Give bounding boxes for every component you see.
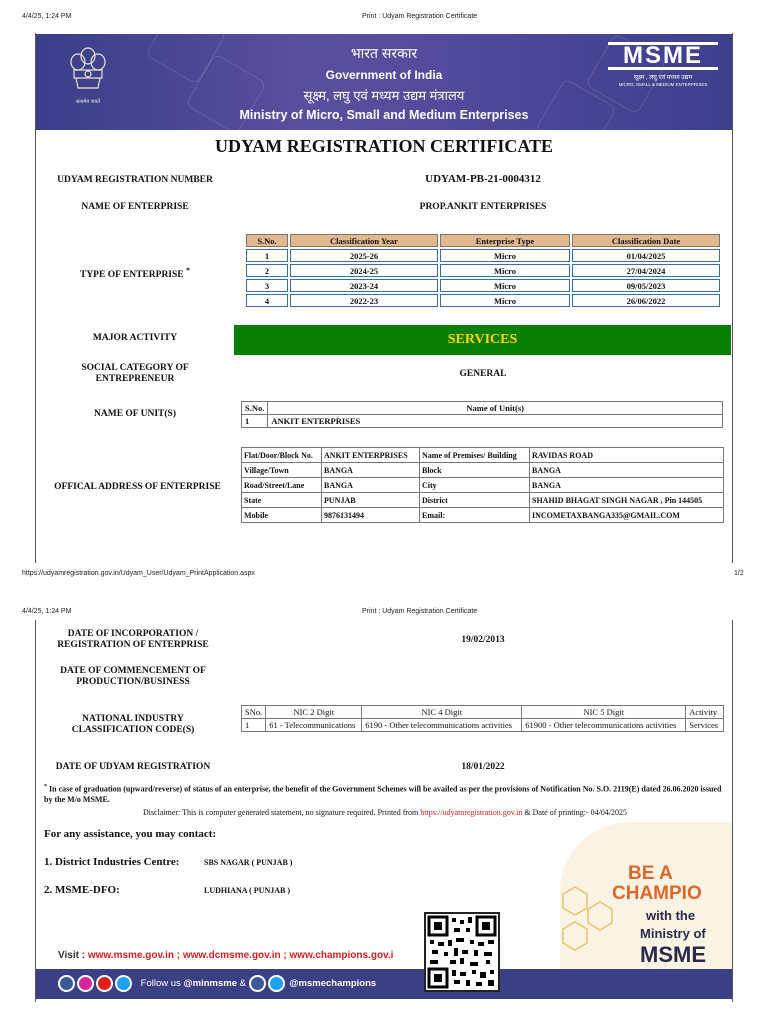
- addr-cell: State: [242, 493, 322, 508]
- visit-label: Visit :: [58, 950, 86, 961]
- table-row: [246, 279, 720, 292]
- nic-cell: Services: [686, 719, 724, 732]
- udyam-date-label: DATE OF UDYAM REGISTRATION: [55, 762, 211, 772]
- dfo-label: 2. MSME-DFO:: [44, 884, 120, 896]
- units-table: [241, 401, 723, 428]
- type-th: Classification Year: [290, 234, 438, 247]
- nic-th: NIC 5 Digit: [522, 706, 686, 719]
- table-row: [246, 294, 720, 307]
- units-label: NAME OF UNIT(S): [94, 409, 176, 419]
- gov-banner: [36, 34, 732, 130]
- type-star: *: [186, 266, 190, 275]
- emblem-caption: सत्यमेव जयते: [75, 99, 101, 105]
- units-th: Name of Unit(s): [268, 402, 723, 415]
- addr-cell: Road/Street/Lane: [242, 478, 322, 493]
- table-row: [242, 493, 724, 508]
- table-row: [242, 706, 724, 719]
- nic-table: [241, 705, 724, 732]
- addr-cell: Name of Premises/ Building: [420, 448, 530, 463]
- type-cell: Micro: [440, 279, 570, 292]
- type-label-text: TYPE OF ENTERPRISE: [79, 270, 184, 281]
- type-cell: Micro: [440, 264, 570, 277]
- addr-cell: Flat/Door/Block No.: [242, 448, 322, 463]
- table-row: [242, 402, 723, 415]
- twitter-icon[interactable]: [115, 975, 132, 992]
- print-footer-url: https://udyamregistration.gov.in/Udyam_User/Udyam_PrintApplication.aspx: [22, 570, 255, 577]
- type-table: [244, 232, 722, 309]
- table-row: [242, 415, 723, 428]
- addr-cell: SHAHID BHAGAT SINGH NAGAR , Pin 144505: [530, 493, 724, 508]
- visit-urls[interactable]: www.msme.gov.in ; www.dcmsme.gov.in ; www.champions.gov.i: [87, 950, 394, 961]
- gov-of-india: Government of India: [325, 68, 443, 82]
- note-star: *: [44, 784, 47, 790]
- champ-line2: CHAMPIO: [612, 883, 702, 904]
- enterprise-name-value: PROP.ANKIT ENTERPRISES: [419, 202, 547, 212]
- incorporation-label: DATE OF INCORPORATION / REGISTRATION OF ENTERPRISE: [57, 629, 209, 650]
- type-label: [40, 265, 230, 281]
- addr-cell: Email:: [420, 508, 530, 523]
- msme-logo-text: MSME: [608, 42, 718, 70]
- type-cell: 26/06/2022: [572, 294, 720, 307]
- type-th: Enterprise Type: [440, 234, 570, 247]
- nic-cell: 6190 - Other telecommunications activities: [362, 719, 522, 732]
- major-activity-label: MAJOR ACTIVITY: [92, 333, 178, 343]
- addr-cell: BANGA: [322, 478, 420, 493]
- hindi-ministry: सूक्ष्म, लघु एवं मध्यम उद्यम मंत्रालय: [303, 88, 465, 103]
- addr-cell: INCOMETAXBANGA335@GMAIL.COM: [530, 508, 724, 523]
- type-th: S.No.: [246, 234, 288, 247]
- type-cell: 2022-23: [290, 294, 438, 307]
- disclaimer-pre: Disclaimer: This is computer generated statement, no signature required. Printed from: [142, 808, 419, 817]
- disclaimer-post: & Date of printing:- 04/04/2025: [524, 808, 628, 817]
- visit-links: [58, 950, 393, 961]
- addr-cell: District: [420, 493, 530, 508]
- addr-cell: BANGA: [530, 478, 724, 493]
- nic-th: NIC 4 Digit: [362, 706, 522, 719]
- champion-panel: [560, 822, 732, 969]
- addr-cell: Block: [420, 463, 530, 478]
- dic-label: 1. District Industries Centre:: [44, 856, 180, 868]
- table-row: [246, 264, 720, 277]
- table-row: [242, 719, 724, 732]
- print-timestamp: 4/4/25, 1:24 PM: [22, 608, 72, 615]
- addr-cell: BANGA: [322, 463, 420, 478]
- hindi-gov: भारत सरकार: [350, 45, 418, 61]
- enterprise-name-label: NAME OF ENTERPRISE: [81, 202, 189, 212]
- type-cell: Micro: [440, 249, 570, 262]
- ministry-name: Ministry of Micro, Small and Medium Enterprises: [239, 108, 529, 122]
- addr-cell: Village/Town: [242, 463, 322, 478]
- reg-no-label: UDYAM REGISTRATION NUMBER: [57, 175, 213, 185]
- champ-line1: BE A: [628, 863, 673, 884]
- social-category-label: SOCIAL CATEGORY OF ENTREPRENEUR: [81, 363, 189, 384]
- facebook-icon[interactable]: [249, 975, 266, 992]
- follow-label: Follow us: [140, 978, 181, 990]
- instagram-icon[interactable]: [77, 975, 94, 992]
- address-table: [241, 447, 724, 523]
- udyam-date-value: 18/01/2022: [461, 762, 505, 772]
- units-cell: 1: [242, 415, 268, 428]
- disclaimer-link[interactable]: https://udyamregistration.gov.in: [420, 808, 523, 817]
- addr-cell: BANGA: [530, 463, 724, 478]
- note-text: In case of graduation (upward/reverse) of status of an enterprise, the benefit of the Government Schemes will be availed as per the provisions of Notification No. S.O. 2119(E) dated 26.06.2020 issued by the M/o MSME.: [44, 784, 722, 804]
- nic-th: SNo.: [242, 706, 266, 719]
- reg-no-value: UDYAM-PB-21-0004312: [425, 173, 541, 185]
- addr-cell: RAVIDAS ROAD: [530, 448, 724, 463]
- units-cell: ANKIT ENTERPRISES: [268, 415, 723, 428]
- addr-cell: 9876131494: [322, 508, 420, 523]
- type-cell: 4: [246, 294, 288, 307]
- hexagon-pattern-icon: [560, 882, 620, 962]
- disclaimer: [44, 808, 726, 817]
- print-timestamp: 4/4/25, 1:24 PM: [22, 13, 72, 20]
- addr-cell: PUNJAB: [322, 493, 420, 508]
- type-cell: 2024-25: [290, 264, 438, 277]
- qr-code-icon: [424, 912, 500, 992]
- facebook-icon[interactable]: [58, 975, 75, 992]
- champ-line5: MSME: [640, 942, 706, 967]
- type-th: Classification Date: [572, 234, 720, 247]
- social-category-value: GENERAL: [459, 369, 507, 379]
- type-cell: 2023-24: [290, 279, 438, 292]
- nic-label: NATIONAL INDUSTRY CLASSIFICATION CODE(S): [71, 714, 195, 735]
- champ-line3: with the: [646, 908, 696, 923]
- graduation-note: [44, 782, 726, 805]
- table-row: [246, 249, 720, 262]
- msme-logo: [608, 42, 718, 87]
- type-table-header: [246, 234, 720, 247]
- handle-minmsme[interactable]: @minmsme: [183, 978, 238, 990]
- msme-logo-hindi: सूक्ष्म , लघु एवं मध्यम उद्यम: [633, 75, 693, 81]
- nic-cell: 61900 - Other telecommunications activities: [522, 719, 686, 732]
- youtube-icon[interactable]: [96, 975, 113, 992]
- addr-cell: City: [420, 478, 530, 493]
- amp-text: &: [239, 978, 247, 990]
- dfo-value: LUDHIANA ( PUNJAB ): [204, 886, 290, 895]
- twitter-icon[interactable]: [268, 975, 285, 992]
- assist-heading: For any assistance, you may contact:: [44, 828, 217, 840]
- type-cell: 01/04/2025: [572, 249, 720, 262]
- msme-logo-sub: MICRO, SMALL & MEDIUM ENTERPRISES: [618, 82, 708, 87]
- print-title: Print : Udyam Registration Certificate: [362, 13, 478, 20]
- type-cell: 1: [246, 249, 288, 262]
- type-cell: 2: [246, 264, 288, 277]
- nic-th: Activity: [686, 706, 724, 719]
- print-footer-page: 1/2: [734, 570, 744, 577]
- type-cell: 09/05/2023: [572, 279, 720, 292]
- table-row: [242, 508, 724, 523]
- nic-cell: 61 - Telecommunications: [266, 719, 362, 732]
- handle-msmechampions[interactable]: @msmechampions: [289, 978, 377, 990]
- table-row: [242, 448, 724, 463]
- addr-cell: Mobile: [242, 508, 322, 523]
- type-cell: 27/04/2024: [572, 264, 720, 277]
- champ-line4: Ministry of: [640, 926, 706, 941]
- address-label: OFFICAL ADDRESS OF ENTERPRISE: [54, 482, 221, 492]
- certificate-title: UDYAM REGISTRATION CERTIFICATE: [214, 136, 554, 156]
- type-cell: 2025-26: [290, 249, 438, 262]
- nic-th: NIC 2 Digit: [266, 706, 362, 719]
- follow-strip: [36, 969, 732, 999]
- table-row: [242, 478, 724, 493]
- type-cell: Micro: [440, 294, 570, 307]
- follow-row: [58, 975, 376, 992]
- incorporation-value: 19/02/2013: [461, 635, 505, 645]
- units-th: S.No.: [242, 402, 268, 415]
- print-title: Print : Udyam Registration Certificate: [362, 608, 478, 615]
- addr-cell: ANKIT ENTERPRISES: [322, 448, 420, 463]
- dic-value: SBS NAGAR ( PUNJAB ): [204, 858, 293, 867]
- nic-cell: 1: [242, 719, 266, 732]
- major-activity-value: SERVICES: [234, 325, 731, 355]
- type-cell: 3: [246, 279, 288, 292]
- commencement-label: DATE OF COMMENCEMENT OF PRODUCTION/BUSINESS: [60, 666, 206, 687]
- table-row: [242, 463, 724, 478]
